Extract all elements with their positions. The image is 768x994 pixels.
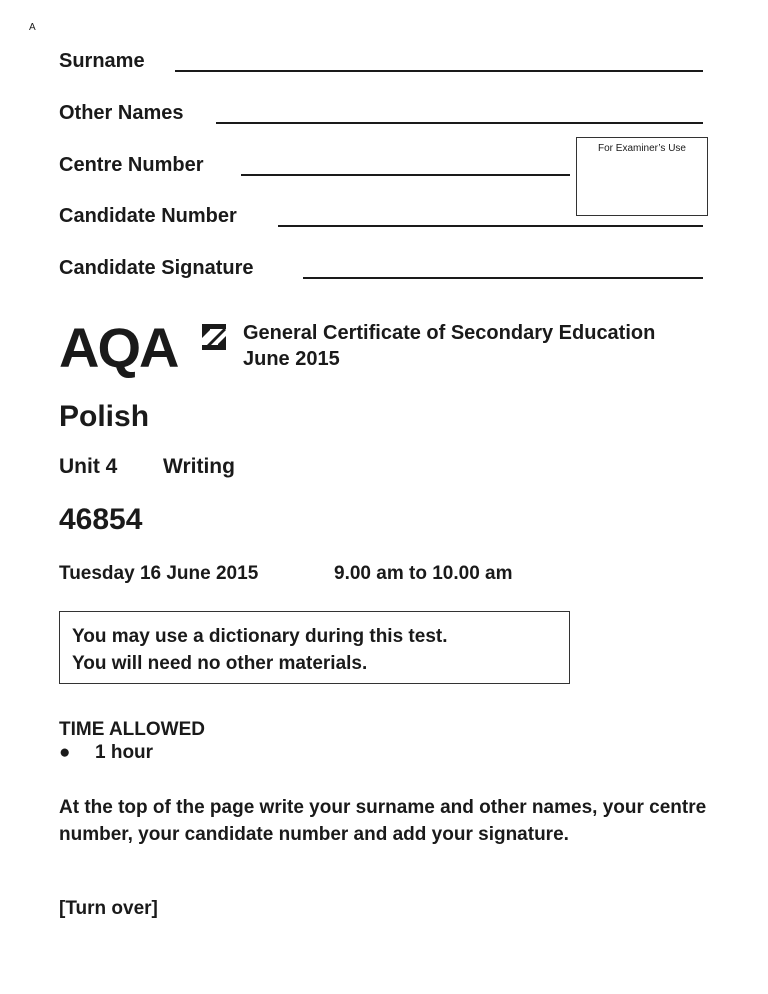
certificate-title: General Certificate of Secondary Education bbox=[243, 322, 656, 344]
other-names-label: Other Names bbox=[59, 102, 184, 124]
exam-date: Tuesday 16 June 2015 bbox=[59, 563, 259, 584]
corner-mark: A bbox=[29, 22, 36, 33]
bullet-icon: ● bbox=[59, 742, 71, 763]
notice-line-1: You may use a dictionary during this test. bbox=[72, 626, 448, 647]
examiner-use-label: For Examiner’s Use bbox=[598, 143, 686, 154]
candidate-signature-field[interactable] bbox=[303, 277, 703, 279]
time-allowed-item bbox=[59, 742, 153, 764]
centre-number-field[interactable] bbox=[241, 174, 570, 176]
notice-line-2: You will need no other materials. bbox=[72, 653, 368, 674]
turn-over-label: [Turn over] bbox=[59, 898, 158, 919]
aqa-logo bbox=[59, 318, 227, 378]
time-allowed-value: 1 hour bbox=[95, 742, 154, 763]
surname-label: Surname bbox=[59, 50, 145, 72]
candidate-signature-label: Candidate Signature bbox=[59, 257, 254, 279]
surname-field[interactable] bbox=[175, 70, 703, 72]
unit-number: Unit 4 bbox=[59, 455, 118, 478]
candidate-number-label: Candidate Number bbox=[59, 205, 237, 227]
aqa-logo-mark-icon bbox=[202, 324, 226, 350]
materials-notice-box bbox=[59, 611, 570, 684]
examiner-use-box bbox=[576, 137, 708, 216]
unit-title: Writing bbox=[163, 455, 235, 478]
time-allowed-heading: TIME ALLOWED bbox=[59, 719, 205, 740]
centre-number-label: Centre Number bbox=[59, 154, 204, 176]
certificate-heading bbox=[243, 320, 655, 372]
candidate-number-field[interactable] bbox=[278, 225, 703, 227]
paper-code: 46854 bbox=[59, 503, 143, 536]
other-names-field[interactable] bbox=[216, 122, 703, 124]
exam-time: 9.00 am to 10.00 am bbox=[334, 563, 513, 584]
instruction-text: At the top of the page write your surname and other names, your centre number, your candidate number and add your signature. bbox=[59, 797, 707, 845]
aqa-logo-text: AQA bbox=[59, 316, 178, 379]
certificate-session: June 2015 bbox=[243, 348, 340, 370]
subject-title: Polish bbox=[59, 400, 150, 433]
